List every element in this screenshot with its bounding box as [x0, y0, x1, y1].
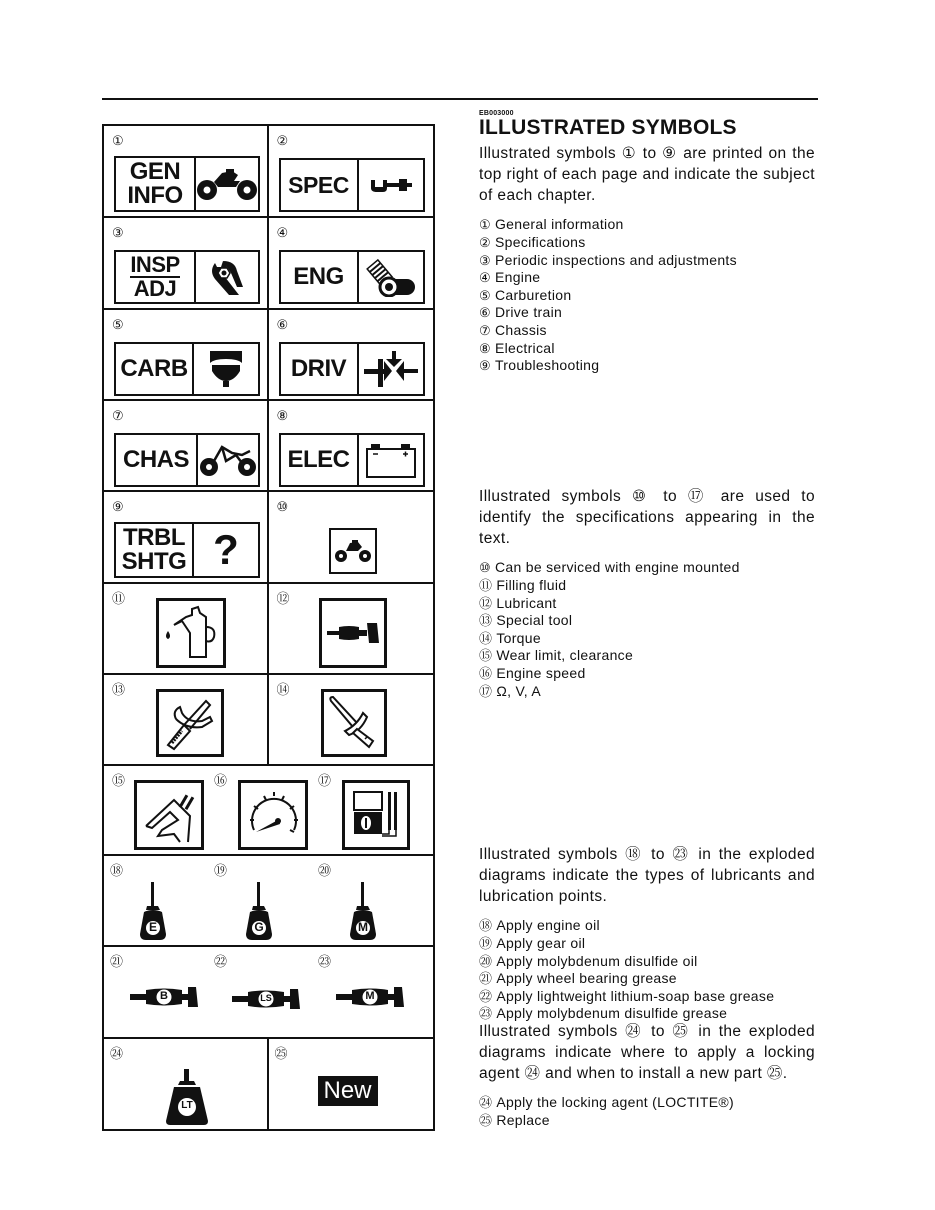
tube-letter: M	[365, 990, 375, 1002]
symbol-cell-15-17	[104, 766, 433, 854]
badge-line: ELEC	[287, 446, 350, 473]
eng-badge	[279, 250, 425, 304]
new-part-label: New	[318, 1076, 378, 1106]
list-item: ⑧ Electrical	[479, 339, 555, 356]
question-mark-icon: ?	[213, 526, 239, 573]
carburetor-icon	[194, 344, 258, 394]
symbol-number: ⑲	[214, 863, 228, 878]
symbol-number: ⑳	[318, 863, 332, 878]
trbl-shtg-badge	[114, 522, 260, 578]
oil-can-icon	[156, 598, 226, 668]
grid-row	[104, 310, 433, 401]
chapter-list	[479, 216, 815, 374]
oil-bottle-icon	[138, 882, 168, 947]
symbol-number: ②	[276, 133, 289, 148]
insp-adj-badge	[114, 250, 260, 304]
grease-tube-icon	[130, 987, 202, 1012]
engine-cylinder-icon	[359, 252, 423, 302]
list-item: ⑭ Torque	[479, 629, 541, 646]
grease-tube-icon	[336, 987, 408, 1012]
driv-badge	[279, 342, 425, 396]
special-tool-icon	[156, 689, 224, 757]
section-locking-agent	[479, 1022, 815, 1130]
section-intro: Illustrated symbols ⑱ to ㉓ in the exploded diagrams indicate the types of lubricants and lubrication points.	[479, 846, 815, 905]
oil-bottle-icon	[348, 882, 378, 947]
symbol-cell-3	[104, 218, 269, 308]
list-item: ⑥ Drive train	[479, 304, 563, 321]
symbol-number: ⑫	[276, 591, 290, 606]
symbol-number: ⑮	[112, 773, 126, 788]
badge-line: CARB	[120, 355, 188, 382]
grease-tube-icon	[232, 989, 304, 1014]
list-item: ⑱ Apply engine oil	[479, 917, 600, 934]
grid-row	[104, 675, 433, 766]
atv-mounted-icon	[329, 528, 377, 574]
grid-row	[104, 218, 433, 310]
wrench-nut-icon	[196, 252, 258, 302]
bottle-letter: M	[358, 920, 368, 934]
section-code: EB003000	[479, 110, 514, 117]
list-item: ⑩ Can be serviced with engine mounted	[479, 559, 740, 576]
symbol-cell-5	[104, 310, 269, 399]
list-item: ② Specifications	[479, 233, 586, 250]
list-item: ⑨ Troubleshooting	[479, 357, 600, 374]
list-item: ⑮ Wear limit, clearance	[479, 647, 634, 664]
symbol-cell-18-20	[104, 856, 433, 945]
symbol-number: ⑤	[112, 317, 124, 332]
badge-line: GEN	[129, 158, 181, 185]
list-item: ㉕ Replace	[479, 1111, 550, 1128]
symbol-number: ⑯	[214, 773, 228, 788]
badge-line: TRBL	[123, 524, 185, 551]
elec-badge	[279, 433, 425, 487]
caliper-gauge-icon	[359, 160, 423, 210]
section-header	[479, 110, 815, 139]
symbol-cell-8	[269, 401, 434, 490]
list-item: ㉑ Apply wheel bearing grease	[479, 970, 677, 987]
symbol-cell-21-23	[104, 947, 433, 1037]
symbol-number: ⑪	[112, 591, 126, 606]
bottle-letter: E	[148, 920, 157, 934]
spec-symbol-list	[479, 559, 815, 700]
tube-letter: LS	[260, 993, 272, 1003]
list-item: ⑬ Special tool	[479, 612, 573, 629]
list-item: ㉒ Apply lightweight lithium-soap base grease	[479, 987, 775, 1004]
list-item: ㉓ Apply molybdenum disulfide grease	[479, 1005, 728, 1022]
spec-badge	[279, 158, 425, 212]
gen-info-badge	[114, 156, 260, 212]
badge-line: SHTG	[121, 548, 187, 575]
tube-letter: B	[160, 990, 168, 1002]
list-item: ③ Periodic inspections and adjustments	[479, 251, 737, 268]
symbol-cell-4	[269, 218, 434, 308]
atv-icon	[196, 158, 258, 210]
symbol-cell-6	[269, 310, 434, 399]
symbol-cell-1	[104, 126, 269, 216]
symbol-number: ⑬	[112, 682, 126, 697]
section-lubricants	[479, 845, 815, 1023]
symbol-number: ⑦	[112, 408, 124, 423]
list-item: ⑳ Apply molybdenum disulfide oil	[479, 952, 698, 969]
symbol-cell-10	[269, 492, 434, 582]
bottle-letter: LT	[181, 1100, 193, 1111]
badge-line: INFO	[127, 182, 183, 209]
multimeter-icon	[342, 780, 410, 850]
symbol-number: ⑥	[276, 317, 289, 332]
lubricant-list	[479, 917, 815, 1023]
symbol-cell-14	[269, 675, 434, 764]
page-title: ILLUSTRATED SYMBOLS	[479, 116, 737, 139]
carb-badge	[114, 342, 260, 396]
list-item: ⑲ Apply gear oil	[479, 934, 586, 951]
grid-row	[104, 492, 433, 584]
symbol-cell-24	[104, 1039, 269, 1129]
locking-list	[479, 1094, 815, 1129]
section-chapters	[479, 144, 815, 375]
list-item: ④ Engine	[479, 269, 541, 286]
badge-line: DRIV	[290, 355, 347, 382]
locking-agent-bottle-icon	[164, 1069, 210, 1130]
symbol-cell-12	[269, 584, 434, 673]
oil-bottle-icon	[244, 882, 274, 947]
symbol-cell-9	[104, 492, 269, 582]
badge-line: ADJ	[133, 276, 177, 301]
grid-row	[104, 856, 433, 947]
grid-row	[104, 766, 433, 856]
symbol-number: ③	[112, 225, 124, 240]
symbol-number: ①	[112, 133, 124, 148]
list-item: ⑰ Ω, V, A	[479, 682, 542, 699]
symbol-number: ⑰	[318, 773, 332, 788]
symbol-number: ⑩	[276, 499, 289, 514]
symbol-number: ⑱	[110, 863, 124, 878]
grid-row	[104, 584, 433, 675]
section-intro: Illustrated symbols ① to ⑨ are printed on the top right of each page and indicate the subject of each chapter.	[479, 145, 815, 204]
chassis-atv-icon	[198, 435, 258, 485]
section-specifications	[479, 487, 815, 700]
badge-line: ENG	[293, 263, 344, 290]
symbol-cell-11	[104, 584, 269, 673]
vernier-caliper-icon	[134, 780, 204, 850]
symbol-grid	[102, 124, 435, 1131]
bottle-letter: G	[254, 920, 264, 934]
symbol-number: ㉒	[214, 954, 228, 969]
list-item: ㉔ Apply the locking agent (LOCTITE®)	[479, 1094, 734, 1111]
list-item: ⑫ Lubricant	[479, 594, 557, 611]
symbol-number: ㉕	[274, 1046, 288, 1061]
symbol-number: ④	[276, 225, 289, 240]
section-intro: Illustrated symbols ⑩ to ⑰ are used to identify the specifications appearing in the text.	[479, 488, 815, 547]
symbol-number: ⑭	[276, 682, 290, 697]
grid-row	[104, 401, 433, 492]
header-rule	[102, 98, 818, 100]
symbol-cell-7	[104, 401, 269, 490]
symbol-cell-13	[104, 675, 269, 764]
list-item: ⑤ Carburetion	[479, 286, 572, 303]
drive-arrows-icon	[359, 344, 423, 394]
symbol-number: ㉔	[110, 1046, 124, 1061]
battery-icon	[359, 435, 423, 485]
grease-gun-icon	[319, 598, 387, 668]
badge-line: SPEC	[288, 172, 349, 198]
grid-row	[104, 947, 433, 1039]
symbol-number: ⑧	[276, 408, 289, 423]
tachometer-icon	[238, 780, 308, 850]
symbol-number: ㉑	[110, 954, 124, 969]
symbol-cell-2	[269, 126, 434, 216]
list-item: ⑯ Engine speed	[479, 664, 586, 681]
badge-line: CHAS	[122, 446, 189, 473]
grid-row	[104, 1039, 433, 1129]
symbol-number: ⑨	[112, 499, 124, 514]
symbol-cell-25	[269, 1039, 434, 1129]
section-intro: Illustrated symbols ㉔ to ㉕ in the exploded diagrams indicate where to apply a locking agent ㉔ and when to install a new part ㉕.	[479, 1023, 815, 1082]
chas-badge	[114, 433, 260, 487]
list-item: ⑪ Filling fluid	[479, 576, 567, 593]
list-item: ⑦ Chassis	[479, 321, 547, 338]
grid-row	[104, 126, 433, 218]
list-item: ① General information	[479, 216, 624, 233]
torque-wrench-icon	[321, 689, 387, 757]
symbol-number: ㉓	[318, 954, 332, 969]
badge-line: INSP	[130, 252, 180, 277]
